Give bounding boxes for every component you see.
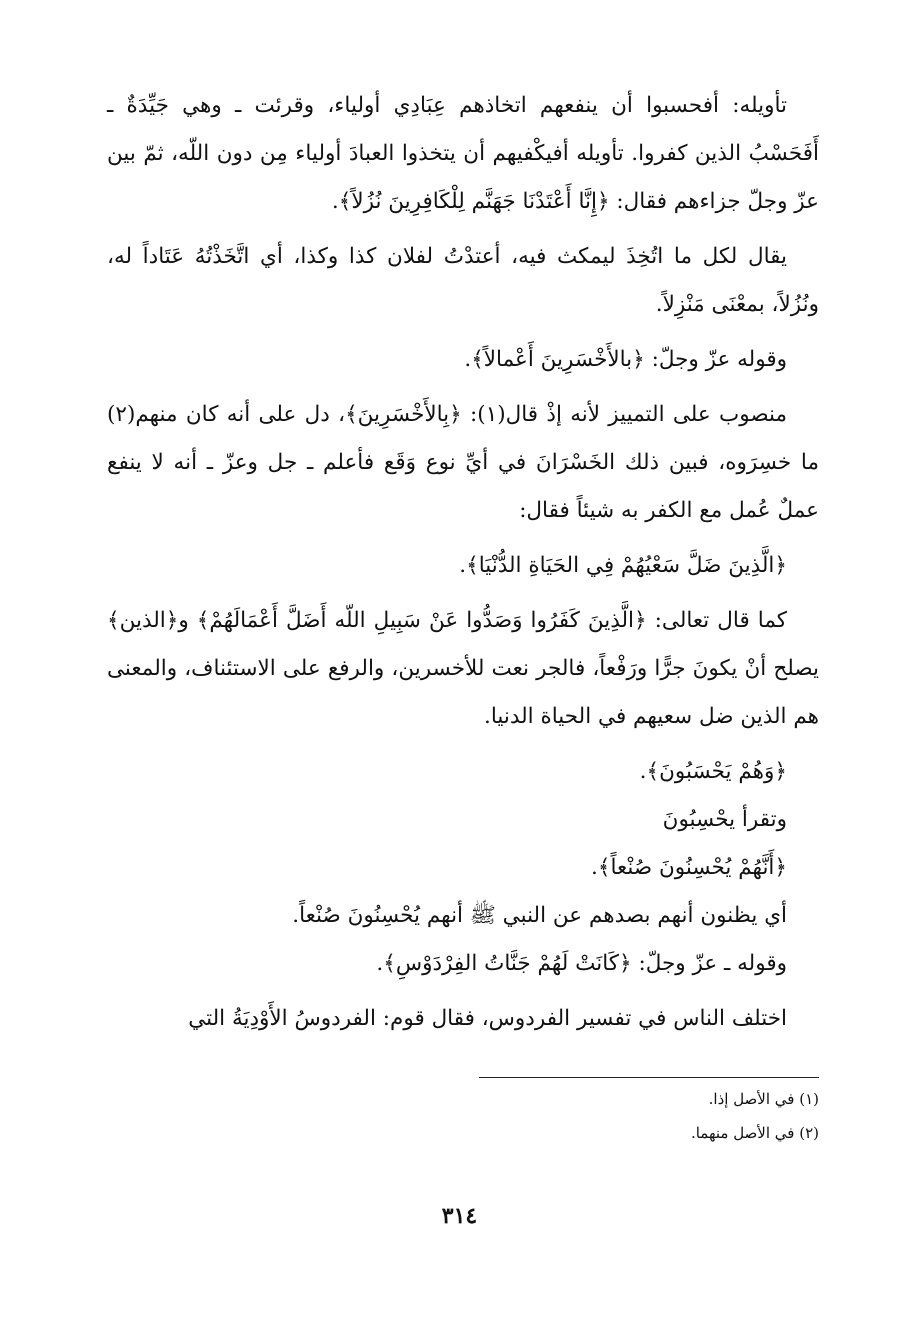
paragraph-9: ﴿أَنَّهُمْ يُحْسِنُونَ صُنْعاً﴾. <box>591 855 787 880</box>
footnotes <box>107 1082 819 1150</box>
paragraph-6: كما قال تعالى: ﴿الَّذِينَ كَفَرُوا وَصَدُّوا عَنْ سَبِيلِ اللّه أَضَلَّ أَعْمَالَهُمْ﴾ و﴿الذين﴾ يصلح أنْ يكونَ جرًّا ورَفْعاً، فالجر نعت للأخسرين، والرفع على الاستئناف، والمعنى هم الذين ضل سعيهم في الحياة الدنيا. <box>107 608 819 729</box>
paragraph-10: أي يظنون أنهم بصدهم عن النبي ﷺ أنهم يُحْسِنُونَ صُنْعاً. <box>292 903 787 928</box>
main-text <box>107 82 819 1050</box>
footnote-separator <box>479 1077 819 1078</box>
paragraph-5: ﴿الَّذِينَ ضَلَّ سَعْيُهُمْ فِي الحَيَاةِ الدُّنْيَا﴾. <box>459 553 787 578</box>
paragraph-7: ﴿وَهُمْ يَحْسَبُونَ﴾. <box>639 759 787 784</box>
paragraph-4: منصوب على التمييز لأنه إذْ قال(١): ﴿بِالأَخْسَرِينَ﴾، دل على أنه كان منهم(٢) ما خسِرَوه، فبين ذلك الخَسْرَانَ في أيِّ نوع وَقَع فأعلم ـ جل وعزّ ـ أنه لا ينفع عملٌ عُمل مع الكفر به شيئاً فقال: <box>107 402 819 523</box>
paragraph-8: وتقرأ يحْسِبُونَ <box>662 807 787 832</box>
page-number: ٣١٤ <box>441 1203 478 1229</box>
paragraph-11: وقوله ـ عزّ وجلّ: ﴿كَانَتْ لَهُمْ جَنَّاتُ الفِرْدَوْسِ﴾. <box>376 951 787 976</box>
paragraph-12: اختلف الناس في تفسير الفردوس، فقال قوم: الفردوسُ الأَوْدِيَةُ التي <box>188 1006 787 1031</box>
footnote-2: (٢) في الأصل منهما. <box>690 1124 819 1142</box>
paragraph-1: تأويله: أفحسبوا أن ينفعهم اتخاذهم عِبَادِي أولياء، وقرئت ـ وهي جَيِّدَةٌ ـ أَفَحَسْبُ الذين كفروا. تأويله أفيكْفيهم أن يتخذوا العبادَ أولياء مِن دون اللّه، ثمّ بين عزّ وجلّ جزاءهم فقال: ﴿إِنَّا أَعْتَدْنَا جَهَنَّم لِلْكَافِرِينَ نُزُلاً﴾. <box>107 93 819 214</box>
footnote-1: (١) في الأصل إذا. <box>708 1090 819 1108</box>
paragraph-2: يقال لكل ما اتُخِذَ ليمكث فيه، أعتدْتُ لفلان كذا وكذا، أي اتَّخَذْتُهُ عَتَاداً له، ونُزُلاً، بمعْنَى مَنْزِلاً. <box>107 244 819 317</box>
paragraph-3: وقوله عزّ وجلّ: ﴿بالأَخْسَرِينَ أَعْمالاً﴾. <box>464 347 787 372</box>
